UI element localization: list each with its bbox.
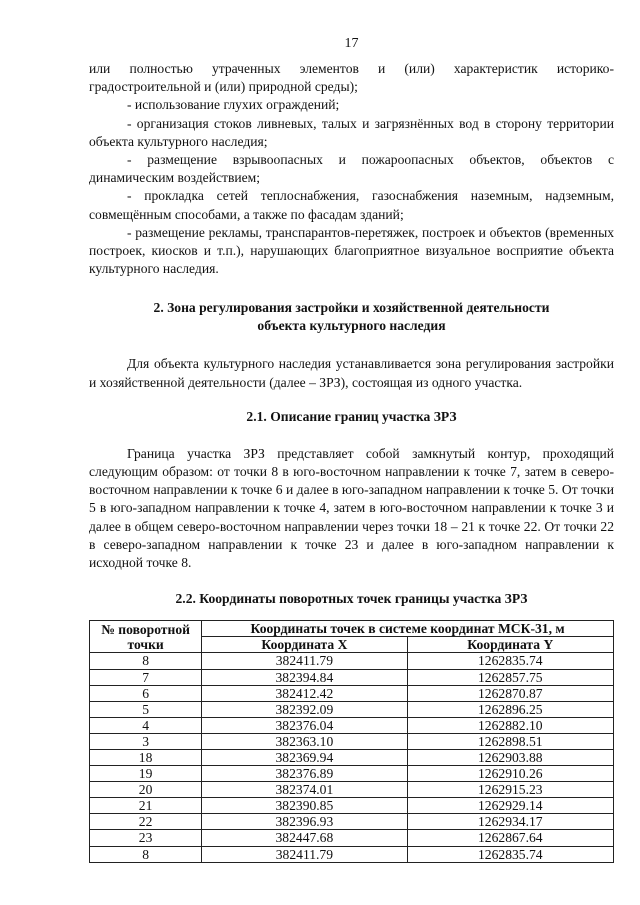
cell-x: 382392.09 <box>202 701 407 717</box>
cell-y: 1262896.25 <box>407 701 613 717</box>
cell-y: 1262857.75 <box>407 669 613 685</box>
header-point-number <box>90 621 202 653</box>
list-item-hazardous-objects: - размещение взрывоопасных и пожароопасных объектов, объектов с динамическим воздействием; <box>89 152 614 186</box>
section-2-text: Для объекта культурного наследия устанавливается зона регулирования застройки и хозяйственной деятельности (далее – ЗРЗ), состоящая из одного участка. <box>89 356 614 390</box>
cell-y: 1262934.17 <box>407 814 613 830</box>
cell-point: 21 <box>90 798 202 814</box>
cell-point: 8 <box>90 846 202 862</box>
list-item-advertising: - размещение рекламы, транспарантов-перетяжек, построек и объектов (временных построек, киосков и т.п.), нарушающих благоприятное визуальное восприятие объекта культурного наследия. <box>89 224 614 277</box>
section-2-1-text: Граница участка ЗРЗ представляет собой замкнутый контур, проходящий следующим образом: от точки 8 в юго-восточном направлении к точке 7, затем в северо-восточном направлении к точке 6 и далее в юго-западном направлении к точке 5. От точки 5 в юго-западном направлении к точке 4, затем в юго-восточном направлении к точке 3 и далее в общем северо-восточном направлении через точки 18 – 21 к точке 22. От точки 22 в северо-западном направлении к точке 23 и далее в юго-западном направлении к исходной точке 8. <box>89 445 614 571</box>
header-coordinate-system: Координаты точек в системе координат МСК-31, м <box>202 621 614 637</box>
list-item-fences: - использование глухих ограждений; <box>127 97 340 113</box>
coordinates-table <box>89 620 614 862</box>
table-row <box>90 750 614 766</box>
cell-point: 8 <box>90 653 202 669</box>
cell-x: 382369.94 <box>202 750 407 766</box>
list-item-utility-networks: - прокладка сетей теплоснабжения, газоснабжения наземным, надземным, совмещённым способами, а также по фасадам зданий; <box>89 188 614 222</box>
table-header-row <box>90 621 614 637</box>
table-row <box>90 733 614 749</box>
cell-y: 1262870.87 <box>407 685 613 701</box>
cell-x: 382411.79 <box>202 653 407 669</box>
table-row <box>90 846 614 862</box>
cell-x: 382394.84 <box>202 669 407 685</box>
cell-point: 19 <box>90 766 202 782</box>
cell-point: 20 <box>90 782 202 798</box>
cell-point: 6 <box>90 685 202 701</box>
header-coordinate-y: Координата Y <box>407 637 613 653</box>
list-item-drainage: - организация стоков ливневых, талых и загрязнённых вод в сторону территории объекта культурного наследия; <box>89 115 614 149</box>
header-coordinate-x: Координата X <box>202 637 407 653</box>
cell-x: 382396.93 <box>202 814 407 830</box>
cell-point: 23 <box>90 830 202 846</box>
cell-y: 1262882.10 <box>407 717 613 733</box>
table-row <box>90 685 614 701</box>
cell-x: 382376.04 <box>202 717 407 733</box>
cell-y: 1262835.74 <box>407 653 613 669</box>
page-number: 17 <box>344 36 359 51</box>
cell-x: 382412.42 <box>202 685 407 701</box>
cell-point: 7 <box>90 669 202 685</box>
section-2-heading-line1: 2. Зона регулирования застройки и хозяйственной деятельности <box>153 300 550 316</box>
cell-point: 3 <box>90 733 202 749</box>
cell-y: 1262910.26 <box>407 766 613 782</box>
table-row <box>90 701 614 717</box>
table-row <box>90 814 614 830</box>
section-2-heading <box>89 299 614 335</box>
cell-x: 382363.10 <box>202 733 407 749</box>
header-point-line2: точки <box>127 636 164 652</box>
cell-y: 1262898.51 <box>407 733 613 749</box>
cell-point: 22 <box>90 814 202 830</box>
cell-y: 1262835.74 <box>407 846 613 862</box>
cell-y: 1262867.64 <box>407 830 613 846</box>
section-2-1-heading: 2.1. Описание границ участка ЗРЗ <box>246 408 457 424</box>
cell-x: 382390.85 <box>202 798 407 814</box>
table-row <box>90 798 614 814</box>
table-row <box>90 830 614 846</box>
cell-x: 382447.68 <box>202 830 407 846</box>
paragraph-continuation: или полностью утраченных элементов и (или) характеристик историко-градостроительной и (или) природной среды); <box>89 61 614 95</box>
cell-y: 1262903.88 <box>407 750 613 766</box>
table-row <box>90 717 614 733</box>
table-row <box>90 782 614 798</box>
cell-point: 5 <box>90 701 202 717</box>
header-point-line1: № поворотной <box>101 621 190 637</box>
section-2-heading-line2: объекта культурного наследия <box>257 318 446 334</box>
cell-y: 1262915.23 <box>407 782 613 798</box>
coordinates-table-body <box>90 653 614 862</box>
cell-x: 382374.01 <box>202 782 407 798</box>
cell-x: 382376.89 <box>202 766 407 782</box>
section-2-2-heading: 2.2. Координаты поворотных точек границы участка ЗРЗ <box>175 591 528 607</box>
cell-point: 4 <box>90 717 202 733</box>
cell-y: 1262929.14 <box>407 798 613 814</box>
table-row <box>90 669 614 685</box>
cell-point: 18 <box>90 750 202 766</box>
table-row <box>90 653 614 669</box>
table-row <box>90 766 614 782</box>
cell-x: 382411.79 <box>202 846 407 862</box>
